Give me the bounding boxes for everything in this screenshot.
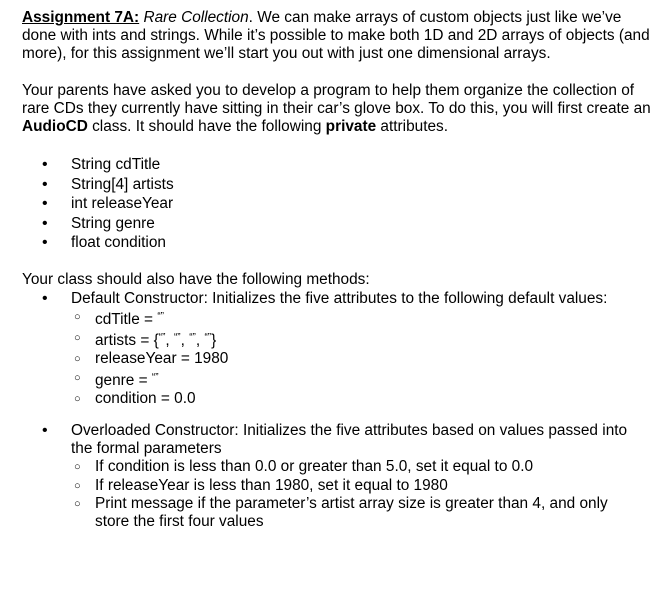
assignment-title: Rare Collection: [143, 9, 249, 26]
default-constructor-section: [42, 290, 652, 408]
default-constructor-title: • Default Constructor: Initializes the five attributes to the following default values:: [42, 290, 652, 308]
attribute-item: • String[4] artists: [42, 176, 174, 196]
overloaded-rule: ○ If releaseYear is less than 1980, set it equal to 1980: [71, 477, 642, 496]
attribute-item: • String cdTitle: [42, 156, 174, 176]
task-text-before: Your parents have asked you to develop a program to help them organize the collection of rare CDs they currently have sitting in their car’s glove box. To do this, you will first create an: [22, 82, 651, 117]
class-name: AudioCD: [22, 118, 88, 135]
overloaded-constructor-title: • Overloaded Constructor: Initializes the five attributes based on values passed into the formal parameters: [42, 422, 642, 458]
task-description: [22, 82, 652, 136]
attribute-item: • int releaseYear: [42, 195, 174, 215]
attribute-list: [42, 156, 174, 254]
attribute-item: • String genre: [42, 215, 174, 235]
overloaded-rules-list: [71, 458, 642, 531]
task-text-middle: class. It should have the following: [87, 118, 326, 135]
default-values-list: [71, 308, 652, 408]
default-artists: ○ artists = {“”, “”, “”, “”}: [71, 329, 652, 350]
task-text-after: attributes.: [376, 118, 449, 135]
assignment-label: Assignment 7A:: [22, 9, 140, 26]
default-condition: ○ condition = 0.0: [71, 390, 652, 409]
default-releaseyear: ○ releaseYear = 1980: [71, 350, 652, 369]
default-genre: ○ genre = “”: [71, 369, 652, 390]
default-cdtitle: ○ cdTitle = “”: [71, 308, 652, 329]
overloaded-constructor-section: [42, 422, 642, 531]
assignment-intro: [22, 9, 652, 63]
private-keyword: private: [325, 118, 377, 135]
intro-text: . We can make arrays of custom objects just like we’ve done with ints and strings. While it’s possible to make both 1D and 2D arrays of objects (and more), for this assignment we’ll start you out with just one dimensional arrays.: [22, 9, 650, 62]
attribute-item: • float condition: [42, 234, 174, 254]
methods-intro: Your class should also have the following methods:: [22, 271, 370, 288]
overloaded-rule: ○ If condition is less than 0.0 or greater than 5.0, set it equal to 0.0: [71, 458, 642, 477]
overloaded-rule: ○ Print message if the parameter’s artist array size is greater than 4, and only store the first four values: [71, 495, 642, 531]
